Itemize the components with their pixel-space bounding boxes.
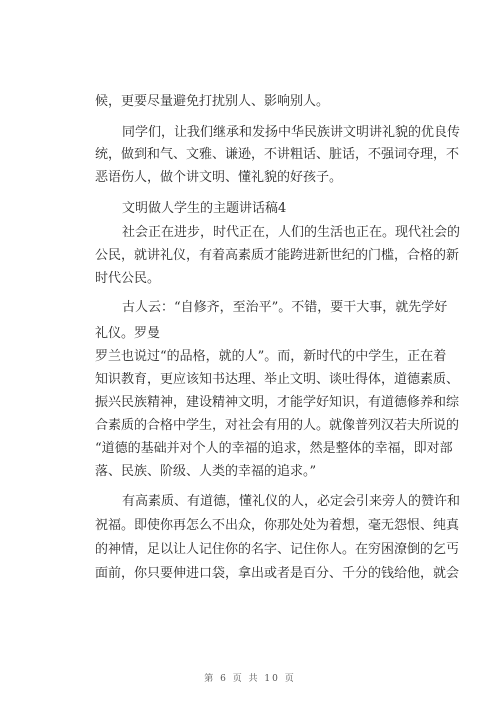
text-line: 落、民族、阶级、人类的幸福的追求。” bbox=[95, 464, 317, 479]
section-heading: 文明做人学生的主题讲话稿4 bbox=[122, 201, 287, 216]
page-footer: 第 6 页 共 10 页 bbox=[204, 674, 296, 684]
text-line: 振兴民族精神，建设精神文明，才能学好知识，有道德修养和综 bbox=[95, 395, 460, 410]
text-line: 面前，你只要伸进口袋，拿出或者是百分、千分的钱给他，就会 bbox=[95, 566, 460, 581]
text-line: 知识教育，更应该知书达理、举止文明、谈吐得体，道德素质、 bbox=[95, 372, 460, 387]
text-line: 时代公民。 bbox=[95, 271, 161, 286]
text-line: 公民，就讲礼仪，有着高素质才能跨进新世纪的门槛，合格的新 bbox=[95, 248, 460, 263]
text-line: 候，更要尽量避免打扰别人、影响别人。 bbox=[95, 94, 330, 109]
text-line: 的神情，足以让人记住你的名字、记住你人。在穷困潦倒的乞丐 bbox=[95, 542, 460, 557]
text-line: 祝福。即使你再怎么不出众，你那处处为着想，毫无怨恨、纯真 bbox=[95, 518, 460, 533]
text-line: 同学们，让我们继承和发扬中华民族讲文明讲礼貌的优良传 bbox=[122, 125, 461, 140]
text-line: 罗兰也说过“的品格，就的人”。而，新时代的中学生，正在着 bbox=[95, 349, 447, 364]
text-line: 有高素质、有道德，懂礼仪的人，必定会引来旁人的赞许和 bbox=[122, 494, 461, 509]
text-line: 社会正在进步，时代正在，人们的生活也正在。现代社会的 bbox=[122, 225, 461, 240]
text-line: 古人云：“自修齐，至治平”。不错，要干大事，就先学好 bbox=[122, 300, 448, 315]
text-line: 礼仪。罗曼 bbox=[95, 326, 161, 341]
text-line: 统，做到和气、文雅、谦逊，不讲粗话、脏话，不强词夺理，不 bbox=[95, 147, 460, 162]
text-line: 合素质的合格中学生，对社会有用的人。就像普列汉若夫所说的 bbox=[95, 418, 460, 433]
text-line: 恶语伤人，做个讲文明、懂礼貌的好孩子。 bbox=[95, 170, 343, 185]
text-line: “道德的基础并对个人的幸福的追求，然是整体的幸福，即对部 bbox=[95, 441, 453, 456]
